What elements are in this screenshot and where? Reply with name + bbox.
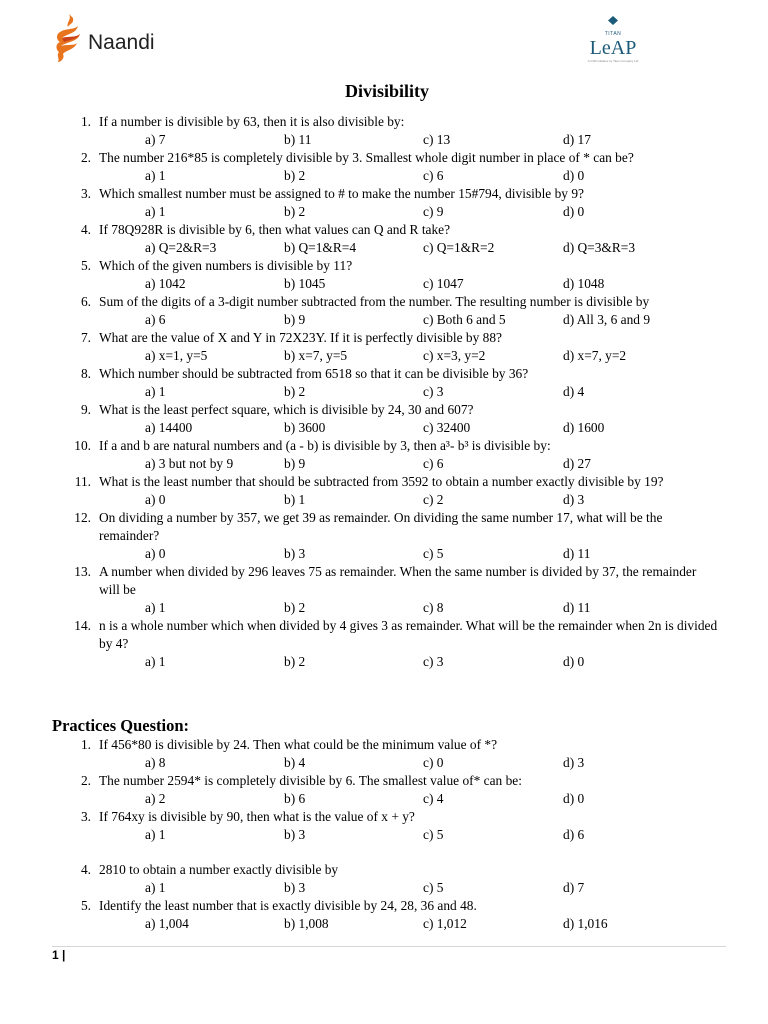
option-b: b) 9: [284, 312, 306, 327]
option-c: c) 2: [423, 492, 444, 507]
option-b: b) 2: [284, 168, 306, 183]
option-a: a) 1042: [145, 276, 186, 291]
option-d: d) x=7, y=2: [563, 348, 627, 363]
option-c: c) 4: [423, 791, 444, 806]
option-b: b) 2: [284, 384, 306, 399]
question-text: The number 2594* is completely divisible by 6. The smallest value of* can be:: [99, 773, 522, 788]
option-b: b) 2: [284, 654, 306, 669]
question-number: 5.: [80, 898, 91, 913]
option-a: a) Q=2&R=3: [145, 240, 217, 255]
question-number: 7.: [80, 330, 91, 345]
leap-subtext: A CSR initiative by Titan Company Ltd: [587, 59, 639, 63]
option-b: b) 2: [284, 204, 306, 219]
question-number: 8.: [80, 366, 91, 381]
option-d: d) 0: [563, 168, 585, 183]
question: [0, 365, 768, 383]
option-d: d) 1048: [563, 276, 605, 291]
footer-divider: [52, 946, 726, 947]
option-d: d) 0: [563, 204, 585, 219]
option-a: a) 8: [145, 755, 166, 770]
option-a: a) 1: [145, 880, 166, 895]
question: [0, 149, 768, 167]
option-d: d) 4: [563, 384, 585, 399]
question-text: On dividing a number by 357, we get 39 as remainder. On dividing the same number 17, what will be the remainder?: [99, 510, 663, 543]
option-c: c) Q=1&R=2: [423, 240, 495, 255]
question: [0, 736, 768, 754]
practice-section-title: Practices Question:: [52, 716, 190, 735]
option-a: a) 14400: [145, 420, 193, 435]
question: [0, 772, 768, 790]
question-text: If 764xy is divisible by 90, then what is the value of x + y?: [99, 809, 415, 824]
option-c: c) 8: [423, 600, 444, 615]
option-row: [0, 826, 768, 844]
question-number: 6.: [80, 294, 91, 309]
question-number: 14.: [74, 618, 91, 633]
option-d: d) 7: [563, 880, 585, 895]
option-a: a) 7: [145, 132, 166, 147]
question-number: 4.: [80, 222, 91, 237]
question-text: A number when divided by 296 leaves 75 as remainder. When the same number is divided by 37, the remainder will be: [99, 564, 697, 597]
option-c: c) 1,012: [423, 916, 467, 931]
option-d: d) 3: [563, 755, 585, 770]
naandi-wordmark: Naandi: [88, 31, 155, 54]
question-text: What are the value of X and Y in 72X23Y. If it is perfectly divisible by 88?: [99, 330, 502, 345]
question-number: 3.: [80, 186, 91, 201]
option-a: a) 1: [145, 204, 166, 219]
option-d: d) 11: [563, 546, 591, 561]
practice-question-list: [0, 736, 768, 933]
option-b: b) 3: [284, 880, 306, 895]
question-text: Sum of the digits of a 3-digit number subtracted from the number. The resulting number is divisible by: [99, 294, 650, 309]
question-number: 4.: [80, 862, 91, 877]
option-c: c) 3: [423, 654, 444, 669]
page-title: Divisibility: [344, 81, 429, 101]
question-number: 9.: [80, 402, 91, 417]
option-c: c) x=3, y=2: [423, 348, 486, 363]
option-d: d) 17: [563, 132, 591, 147]
naandi-flame-icon: [52, 12, 86, 64]
question-text: If 456*80 is divisible by 24. Then what could be the minimum value of *?: [99, 737, 498, 752]
option-d: d) 27: [563, 456, 591, 471]
question-number: 13.: [74, 564, 91, 579]
option-row: [0, 203, 768, 221]
question: [0, 257, 768, 275]
option-row: [0, 383, 768, 401]
question: [0, 221, 768, 239]
option-b: b) x=7, y=5: [284, 348, 348, 363]
option-a: a) 0: [145, 492, 166, 507]
option-b: b) 1: [284, 492, 306, 507]
option-a: a) 1: [145, 600, 166, 615]
option-a: a) 6: [145, 312, 166, 327]
leap-wordmark: LeAP: [589, 37, 637, 59]
option-d: d) 11: [563, 600, 591, 615]
option-a: a) 3 but not by 9: [145, 456, 234, 471]
option-a: a) 1: [145, 168, 166, 183]
question-text: Which number should be subtracted from 6518 so that it can be divisible by 36?: [99, 366, 529, 381]
question-text: Which of the given numbers is divisible by 11?: [99, 258, 353, 273]
option-c: c) 0: [423, 755, 444, 770]
option-a: a) 2: [145, 791, 166, 806]
question: [0, 897, 768, 915]
question-number: 1.: [80, 114, 91, 129]
naandi-logo: [52, 12, 155, 64]
question-text: What is the least perfect square, which is divisible by 24, 30 and 607?: [99, 402, 474, 417]
option-c: c) 5: [423, 546, 444, 561]
option-row: [0, 347, 768, 365]
option-c: c) 6: [423, 456, 444, 471]
question: [0, 401, 768, 419]
option-c: c) 9: [423, 204, 444, 219]
option-d: d) All 3, 6 and 9: [563, 312, 651, 327]
option-d: d) 1600: [563, 420, 605, 435]
option-b: b) 1045: [284, 276, 326, 291]
question-number: 11.: [74, 474, 91, 489]
question-text: The number 216*85 is completely divisible by 3. Smallest whole digit number in place of * can be?: [99, 150, 634, 165]
option-a: a) 1: [145, 384, 166, 399]
question-text: What is the least number that should be subtracted from 3592 to obtain a number exactly divisible by 19?: [99, 474, 664, 489]
question: [0, 563, 768, 599]
option-row: [0, 275, 768, 293]
question-list: [0, 113, 768, 671]
option-a: a) 1,004: [145, 916, 189, 931]
question: [0, 329, 768, 347]
question-number: 10.: [74, 438, 91, 453]
option-d: d) 6: [563, 827, 585, 842]
option-row: [0, 455, 768, 473]
option-a: a) 0: [145, 546, 166, 561]
option-row: [0, 599, 768, 617]
option-d: d) 0: [563, 654, 585, 669]
question-text: If a and b are natural numbers and (a - b) is divisible by 3, then a³- b³ is divisible by:: [99, 438, 551, 453]
option-d: d) Q=3&R=3: [563, 240, 636, 255]
question: [0, 808, 768, 826]
option-row: [0, 311, 768, 329]
option-row: [0, 167, 768, 185]
option-c: c) 13: [423, 132, 451, 147]
option-b: b) 2: [284, 600, 306, 615]
question-number: 2.: [80, 773, 91, 788]
option-b: b) 4: [284, 755, 306, 770]
option-b: b) 9: [284, 456, 306, 471]
option-row: [0, 491, 768, 509]
question-text: n is a whole number which when divided by 4 gives 3 as remainder. What will be the remainder when 2n is divided by 4?: [99, 618, 718, 651]
question-number: 12.: [74, 510, 91, 525]
option-row: [0, 790, 768, 808]
question: [0, 509, 768, 545]
option-row: [0, 545, 768, 563]
question-text: If a number is divisible by 63, then it is also divisible by:: [99, 114, 405, 129]
option-b: b) 1,008: [284, 916, 329, 931]
option-a: a) x=1, y=5: [145, 348, 208, 363]
question-number: 2.: [80, 150, 91, 165]
blank-line: [0, 844, 768, 861]
page-number: 1 |: [52, 948, 66, 962]
question-number: 3.: [80, 809, 91, 824]
option-c: c) 6: [423, 168, 444, 183]
option-b: b) 3: [284, 827, 306, 842]
question: [0, 293, 768, 311]
option-row: [0, 419, 768, 437]
question-text: If 78Q928R is divisible by 6, then what values can Q and R take?: [99, 222, 451, 237]
option-c: c) 5: [423, 827, 444, 842]
option-b: b) 11: [284, 132, 312, 147]
option-c: c) 32400: [423, 420, 471, 435]
option-b: b) 3600: [284, 420, 326, 435]
option-c: c) Both 6 and 5: [423, 312, 506, 327]
option-row: [0, 754, 768, 772]
option-b: b) 6: [284, 791, 306, 806]
option-b: b) Q=1&R=4: [284, 240, 357, 255]
option-d: d) 1,016: [563, 916, 608, 931]
question: [0, 113, 768, 131]
titan-brand-text: TITAN: [604, 31, 622, 37]
option-d: d) 0: [563, 791, 585, 806]
question-text: Which smallest number must be assigned to # to make the number 15#794, divisible by 9?: [99, 186, 584, 201]
option-c: c) 1047: [423, 276, 464, 291]
option-row: [0, 879, 768, 897]
option-d: d) 3: [563, 492, 585, 507]
question-number: 5.: [80, 258, 91, 273]
question: [0, 437, 768, 455]
option-row: [0, 915, 768, 933]
option-a: a) 1: [145, 827, 166, 842]
option-c: c) 3: [423, 384, 444, 399]
titan-leap-logo: [580, 12, 646, 64]
option-b: b) 3: [284, 546, 306, 561]
question-text: 2810 to obtain a number exactly divisible by: [99, 862, 339, 877]
question-text: Identify the least number that is exactly divisible by 24, 28, 36 and 48.: [99, 898, 477, 913]
option-row: [0, 131, 768, 149]
question: [0, 473, 768, 491]
option-a: a) 1: [145, 654, 166, 669]
question: [0, 861, 768, 879]
question-number: 1.: [80, 737, 91, 752]
option-c: c) 5: [423, 880, 444, 895]
question: [0, 617, 768, 653]
question: [0, 185, 768, 203]
option-row: [0, 239, 768, 257]
option-row: [0, 653, 768, 671]
titan-diamond-icon: [608, 16, 618, 25]
